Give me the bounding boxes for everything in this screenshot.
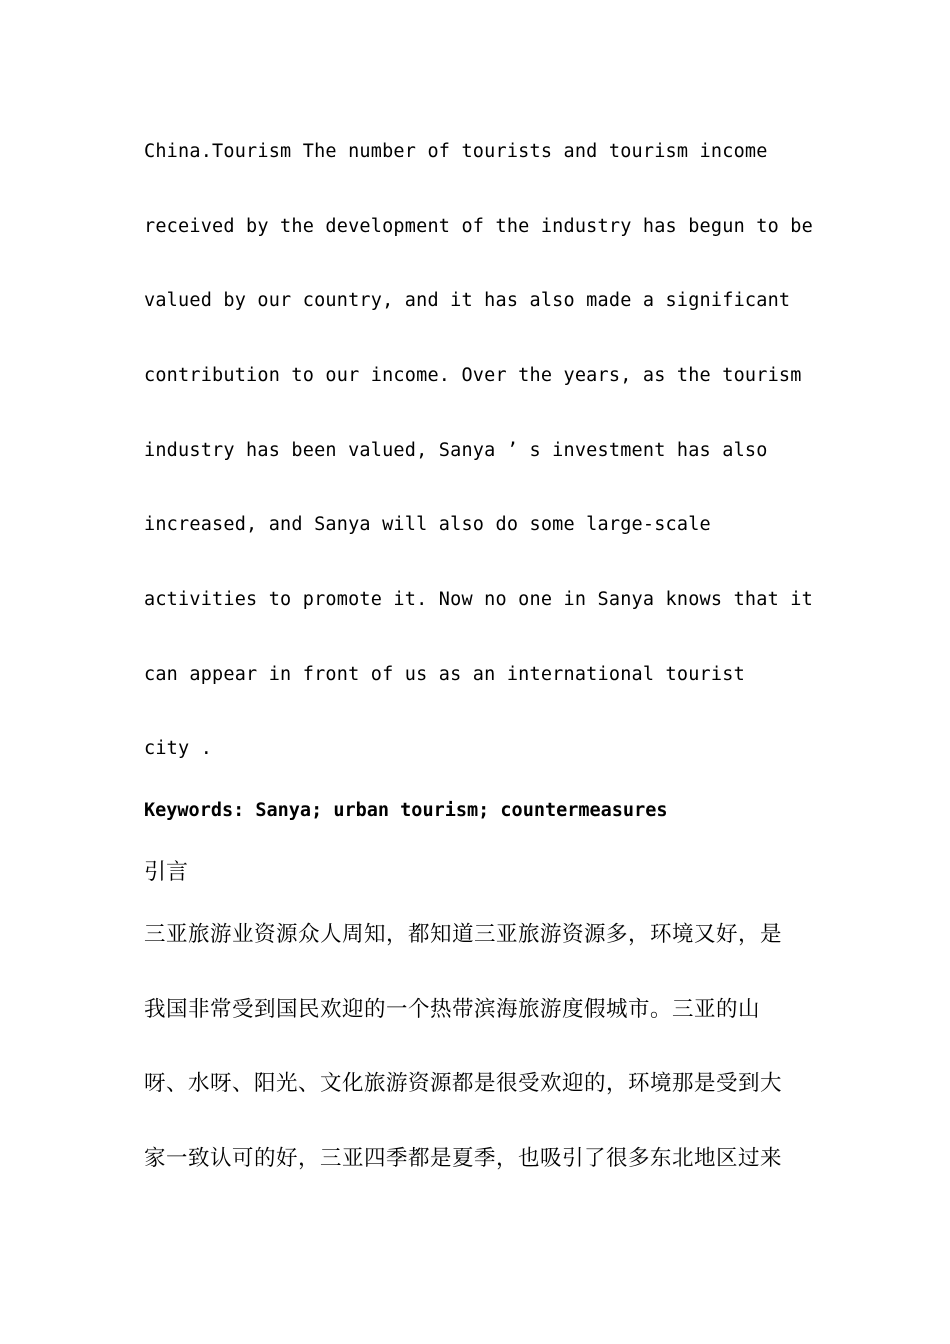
intro-line-1: 三亚旅游业资源众人周知，都知道三亚旅游资源多，环境又好，是 [144,922,783,947]
section-heading: 引言 [144,860,189,885]
abstract-line-4: contribution to our income. Over the years, as the tourism [144,365,802,386]
abstract-line-8: can appear in front of us as an international tourist [144,664,745,685]
abstract-line-6: increased, and Sanya will also do some large-scale [144,514,711,535]
intro-line-3: 呀、水呀、阳光、文化旅游资源都是很受欢迎的，环境那是受到大 [144,1071,783,1096]
keywords-line: Keywords: Sanya; urban tourism; countermeasures [144,800,668,821]
abstract-line-5: industry has been valued, Sanya ’ s investment has also [144,440,768,461]
abstract-line-7: activities to promote it. Now no one in Sanya knows that it [144,589,813,610]
intro-line-2: 我国非常受到国民欢迎的一个热带滨海旅游度假城市。三亚的山 [144,997,761,1022]
abstract-line-9: city . [144,738,213,759]
intro-line-4: 家一致认可的好，三亚四季都是夏季，也吸引了很多东北地区过来 [144,1146,783,1171]
abstract-line-2: received by the development of the industry has begun to be [144,216,813,237]
abstract-line-3: valued by our country, and it has also made a significant [144,290,791,311]
abstract-line-1: China.Tourism The number of tourists and tourism income [144,141,768,162]
